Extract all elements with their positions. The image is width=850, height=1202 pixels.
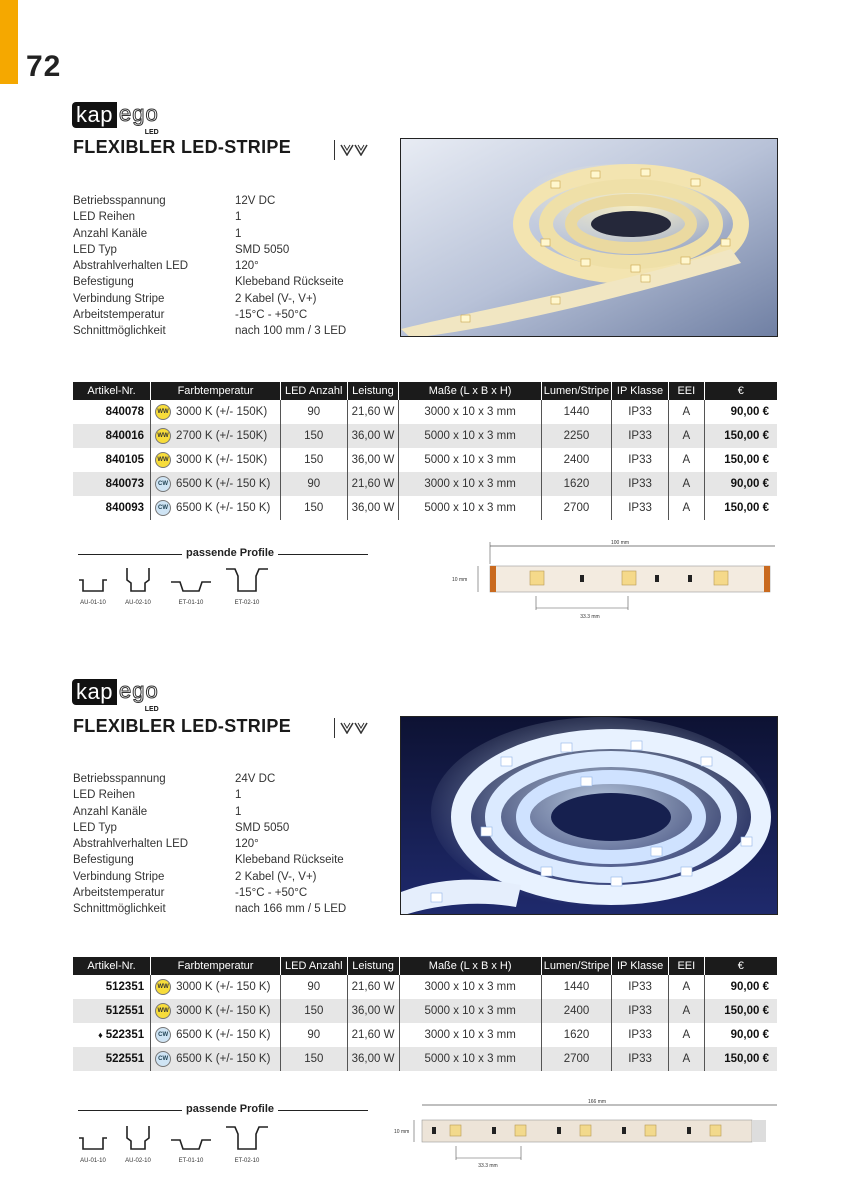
spec-value: 2 Kabel (V-, V+)	[235, 292, 317, 305]
spec-row	[73, 836, 346, 852]
spec-key: Befestigung	[73, 276, 134, 289]
article-number-cell	[73, 1023, 151, 1047]
article-number: 840093	[73, 496, 151, 520]
pitch-label: 33.3 mm	[478, 1163, 498, 1169]
dimensions: 3000 x 10 x 3 mm	[399, 975, 541, 999]
table-row	[73, 424, 777, 448]
spec-value: 120°	[235, 838, 259, 851]
price: 150,00 €	[704, 424, 777, 448]
dimensions: 3000 x 10 x 3 mm	[399, 1023, 541, 1047]
dimensions: 5000 x 10 x 3 mm	[399, 496, 541, 520]
power: 36,00 W	[347, 424, 399, 448]
table-row	[73, 400, 777, 424]
color-temp: 3000 K (+/- 150 K)	[176, 981, 271, 994]
profile-et-01-10[interactable]	[170, 578, 212, 606]
brand-logo	[72, 673, 159, 713]
spec-row	[73, 771, 346, 787]
col-header: Leistung	[347, 957, 399, 975]
article-number: 840105	[73, 448, 151, 472]
deep-flange-profile-icon	[225, 1124, 269, 1152]
spec-row	[73, 193, 346, 209]
power: 36,00 W	[347, 999, 399, 1023]
spec-value: 1	[235, 227, 242, 240]
dimensions: 3000 x 10 x 3 mm	[399, 400, 541, 424]
spec-key: LED Reihen	[73, 211, 136, 224]
price: 150,00 €	[704, 999, 777, 1023]
spec-value: Klebeband Rückseite	[235, 854, 344, 867]
eei: A	[668, 400, 704, 424]
col-header: Artikel-Nr.	[73, 957, 151, 975]
flange-profile-icon	[170, 578, 212, 594]
table-row	[73, 472, 777, 496]
color-temp-cell	[151, 496, 281, 520]
cold-white-badge-icon: CW	[155, 1027, 171, 1043]
color-temp-cell	[151, 472, 281, 496]
spec-value: SMD 5050	[235, 821, 290, 834]
new-item-diamond-icon: ♦	[98, 1030, 103, 1040]
spec-value: 1	[235, 789, 242, 802]
eei: A	[668, 472, 704, 496]
price: 150,00 €	[704, 1047, 777, 1071]
warm-white-badge-icon: WW	[155, 979, 171, 995]
dimensions: 5000 x 10 x 3 mm	[399, 1047, 541, 1071]
power: 21,60 W	[347, 400, 399, 424]
spec-key: Anzahl Kanäle	[73, 805, 148, 818]
power: 36,00 W	[347, 1047, 399, 1071]
warm-white-badge-icon: WW	[155, 428, 171, 444]
profile-au-01-10[interactable]	[76, 574, 110, 606]
color-temp-cell	[151, 400, 281, 424]
eei: A	[668, 424, 704, 448]
article-number: 522551	[73, 1047, 151, 1071]
spec-key: Schnittmöglichkeit	[73, 903, 166, 916]
spec-key: Betriebsspannung	[73, 195, 166, 207]
article-number: 512551	[73, 999, 151, 1023]
table-row	[73, 448, 777, 472]
article-number: 512351	[73, 975, 151, 999]
spec-row	[73, 291, 346, 307]
profile-code: AU-02-10	[125, 1158, 151, 1164]
article-number: 840073	[73, 472, 151, 496]
spec-value: SMD 5050	[235, 243, 290, 256]
page-number: 72	[26, 50, 62, 83]
col-header: Leistung	[347, 382, 399, 400]
warm-white-badge-icon: WW	[155, 1003, 171, 1019]
led-count: 150	[280, 424, 347, 448]
spec-key: Verbindung Stripe	[73, 870, 165, 883]
power: 36,00 W	[347, 496, 399, 520]
flange-profile-icon	[170, 1136, 212, 1152]
lumen: 1620	[541, 472, 611, 496]
width-label: 10 mm	[394, 1129, 410, 1135]
led-count: 150	[280, 999, 347, 1023]
logo-ego: ego	[118, 101, 159, 126]
profile-code: ET-02-10	[234, 600, 260, 606]
spec-row	[73, 323, 346, 339]
profile-code: ET-01-10	[178, 600, 204, 606]
spec-key: Schnittmöglichkeit	[73, 325, 166, 338]
spec-key: Betriebsspannung	[73, 773, 166, 785]
spec-row	[73, 869, 346, 885]
lumen: 2700	[541, 1047, 611, 1071]
spec-value: 2 Kabel (V-, V+)	[235, 870, 317, 883]
spec-value: 12V DC	[235, 195, 276, 207]
eei: A	[668, 1023, 704, 1047]
spec-value: -15°C - +50°C	[235, 309, 308, 322]
spec-list	[73, 193, 346, 340]
cold-white-badge-icon: CW	[155, 500, 171, 516]
spec-value: 120°	[235, 260, 259, 273]
col-header: Farbtemperatur	[151, 957, 281, 975]
price: 90,00 €	[704, 472, 777, 496]
color-temp: 3000 K (+/- 150 K)	[176, 1005, 271, 1018]
col-header: LED Anzahl	[280, 382, 347, 400]
spec-value: -15°C - +50°C	[235, 887, 308, 900]
spec-value: Klebeband Rückseite	[235, 276, 344, 289]
spec-row	[73, 820, 346, 836]
energy-mark-icon	[334, 718, 372, 738]
col-header: €	[704, 957, 777, 975]
spec-value: 1	[235, 805, 242, 818]
energy-mark-icon	[334, 140, 372, 160]
product-table	[73, 382, 777, 520]
article-number: 840016	[73, 424, 151, 448]
col-header: EEI	[668, 957, 704, 975]
profile-et-02-10[interactable]	[225, 1124, 269, 1164]
col-header: Lumen/Stripe	[541, 957, 611, 975]
color-temp-cell	[151, 424, 281, 448]
logo-ego: ego	[118, 678, 159, 703]
profile-code: ET-02-10	[234, 1158, 260, 1164]
price: 90,00 €	[730, 981, 769, 993]
color-temp-cell	[151, 999, 281, 1023]
profiles-heading	[78, 1103, 368, 1117]
ip-class: IP33	[612, 999, 669, 1023]
table-row	[73, 999, 777, 1023]
ip-class: IP33	[612, 472, 669, 496]
profile-au-01-10[interactable]	[76, 1132, 110, 1164]
color-temp: 6500 K (+/- 150 K)	[176, 1053, 271, 1066]
lumen: 2400	[541, 999, 611, 1023]
ip-class: IP33	[612, 400, 669, 424]
lumen: 1440	[541, 975, 611, 999]
lumen: 1620	[541, 1023, 611, 1047]
ip-class: IP33	[612, 1047, 669, 1071]
lumen: 2400	[541, 448, 611, 472]
deep-u-profile-icon	[122, 1124, 154, 1152]
profile-code: AU-01-10	[80, 600, 106, 606]
spec-key: Verbindung Stripe	[73, 292, 165, 305]
led-count: 150	[280, 448, 347, 472]
warm-white-badge-icon: WW	[155, 452, 171, 468]
article-number: 522351	[105, 1029, 145, 1041]
cold-white-led-strip-photo	[400, 716, 778, 915]
col-header: IP Klasse	[612, 957, 669, 975]
color-temp-cell	[151, 1047, 281, 1071]
power: 21,60 W	[347, 975, 399, 999]
warm-white-led-strip-photo	[400, 138, 778, 337]
eei: A	[668, 496, 704, 520]
lumen: 2700	[541, 496, 611, 520]
color-temp: 6500 K (+/- 150 K)	[176, 1029, 271, 1042]
logo-kap: kap	[72, 679, 117, 705]
led-count: 90	[280, 472, 347, 496]
dimensions: 5000 x 10 x 3 mm	[399, 448, 541, 472]
logo-kap: kap	[72, 102, 117, 128]
profile-au-02-10[interactable]	[121, 1124, 155, 1164]
logo-led: LED	[144, 706, 159, 713]
cold-white-badge-icon: CW	[155, 1051, 171, 1067]
eei: A	[668, 448, 704, 472]
table-header	[73, 382, 777, 400]
color-temp-cell	[151, 975, 281, 999]
col-header: Maße (L x B x H)	[399, 382, 541, 400]
spec-row	[73, 852, 346, 868]
length-label: 166 mm	[587, 1099, 607, 1105]
ip-class: IP33	[612, 496, 669, 520]
col-header: Lumen/Stripe	[541, 382, 611, 400]
profile-code: AU-02-10	[125, 600, 151, 606]
color-temp: 3000 K (+/- 150K)	[176, 406, 268, 419]
length-label: 100 mm	[610, 540, 630, 546]
table-header	[73, 957, 777, 975]
ip-class: IP33	[612, 975, 669, 999]
spec-list	[73, 771, 346, 918]
spec-key: LED Typ	[73, 243, 117, 256]
spec-value: nach 166 mm / 5 LED	[235, 903, 347, 916]
spec-row	[73, 209, 346, 225]
col-header: Artikel-Nr.	[73, 382, 151, 400]
color-temp: 6500 K (+/- 150 K)	[176, 502, 271, 515]
color-temp: 2700 K (+/- 150K)	[176, 430, 268, 443]
profile-au-02-10[interactable]	[121, 566, 155, 606]
spec-row	[73, 258, 346, 274]
col-header: EEI	[668, 382, 704, 400]
table-row	[73, 496, 777, 520]
ip-class: IP33	[612, 448, 669, 472]
col-header: IP Klasse	[612, 382, 669, 400]
profile-code: AU-01-10	[80, 1158, 106, 1164]
led-count: 90	[280, 400, 347, 424]
product-table	[73, 957, 777, 1071]
col-header: Maße (L x B x H)	[399, 957, 541, 975]
profiles-heading	[78, 547, 368, 561]
led-count: 90	[280, 975, 347, 999]
col-header: €	[704, 382, 777, 400]
price: 150,00 €	[724, 502, 769, 514]
profile-et-02-10[interactable]	[225, 566, 269, 606]
profiles-label: passende Profile	[182, 1103, 278, 1115]
spec-row	[73, 885, 346, 901]
lumen: 1440	[541, 400, 611, 424]
spec-row	[73, 226, 346, 242]
dimensions: 3000 x 10 x 3 mm	[399, 472, 541, 496]
spec-key: Arbeitstemperatur	[73, 887, 165, 900]
spec-row	[73, 804, 346, 820]
deep-u-profile-icon	[122, 566, 154, 594]
col-header: LED Anzahl	[280, 957, 347, 975]
color-temp: 3000 K (+/- 150K)	[176, 454, 268, 467]
spec-key: Befestigung	[73, 854, 134, 867]
spec-key: LED Typ	[73, 821, 117, 834]
power: 36,00 W	[347, 448, 399, 472]
spec-key: Abstrahlverhalten LED	[73, 838, 189, 851]
power: 21,60 W	[347, 472, 399, 496]
spec-row	[73, 274, 346, 290]
spec-row	[73, 242, 346, 258]
table-row	[73, 975, 777, 999]
led-count: 90	[280, 1023, 347, 1047]
profile-et-01-10[interactable]	[170, 1136, 212, 1164]
spec-key: Arbeitstemperatur	[73, 309, 165, 322]
table-row	[73, 1047, 777, 1071]
spec-key: Abstrahlverhalten LED	[73, 260, 189, 273]
u-profile-icon	[77, 1132, 109, 1152]
ip-class: IP33	[612, 424, 669, 448]
strip-technical-drawing	[392, 1096, 782, 1170]
spec-key: Anzahl Kanäle	[73, 227, 148, 240]
product-title: FLEXIBLER LED-STRIPE	[73, 137, 292, 157]
spec-key: LED Reihen	[73, 789, 136, 802]
profile-code: ET-01-10	[178, 1158, 204, 1164]
price: 90,00 €	[730, 1029, 769, 1041]
u-profile-icon	[77, 574, 109, 594]
led-count: 150	[280, 496, 347, 520]
spec-value: nach 100 mm / 3 LED	[235, 325, 347, 338]
spec-value: 24V DC	[235, 773, 276, 785]
dimensions: 5000 x 10 x 3 mm	[399, 999, 541, 1023]
color-temp-cell	[151, 448, 281, 472]
price: 150,00 €	[724, 454, 769, 466]
ip-class: IP33	[612, 1023, 669, 1047]
color-temp-cell	[151, 1023, 281, 1047]
led-count: 150	[280, 1047, 347, 1071]
chapter-tab	[0, 0, 18, 84]
spec-row	[73, 901, 346, 917]
price: 90,00 €	[730, 406, 769, 418]
cold-white-badge-icon: CW	[155, 476, 171, 492]
lumen: 2250	[541, 424, 611, 448]
product-title: FLEXIBLER LED-STRIPE	[73, 716, 292, 736]
spec-value: 1	[235, 211, 242, 224]
brand-logo	[72, 96, 159, 136]
logo-led: LED	[144, 129, 159, 136]
strip-technical-drawing	[450, 538, 780, 620]
power: 21,60 W	[347, 1023, 399, 1047]
eei: A	[668, 1047, 704, 1071]
eei: A	[668, 975, 704, 999]
eei: A	[668, 999, 704, 1023]
col-header: Farbtemperatur	[151, 382, 281, 400]
dimensions: 5000 x 10 x 3 mm	[399, 424, 541, 448]
spec-row	[73, 307, 346, 323]
pitch-label: 33.3 mm	[580, 614, 600, 620]
article-number: 840078	[73, 400, 151, 424]
profiles-label: passende Profile	[182, 547, 278, 559]
table-row	[73, 1023, 777, 1047]
color-temp: 6500 K (+/- 150 K)	[176, 478, 271, 491]
spec-row	[73, 787, 346, 803]
deep-flange-profile-icon	[225, 566, 269, 594]
warm-white-badge-icon: WW	[155, 404, 171, 420]
width-label: 10 mm	[452, 577, 468, 583]
